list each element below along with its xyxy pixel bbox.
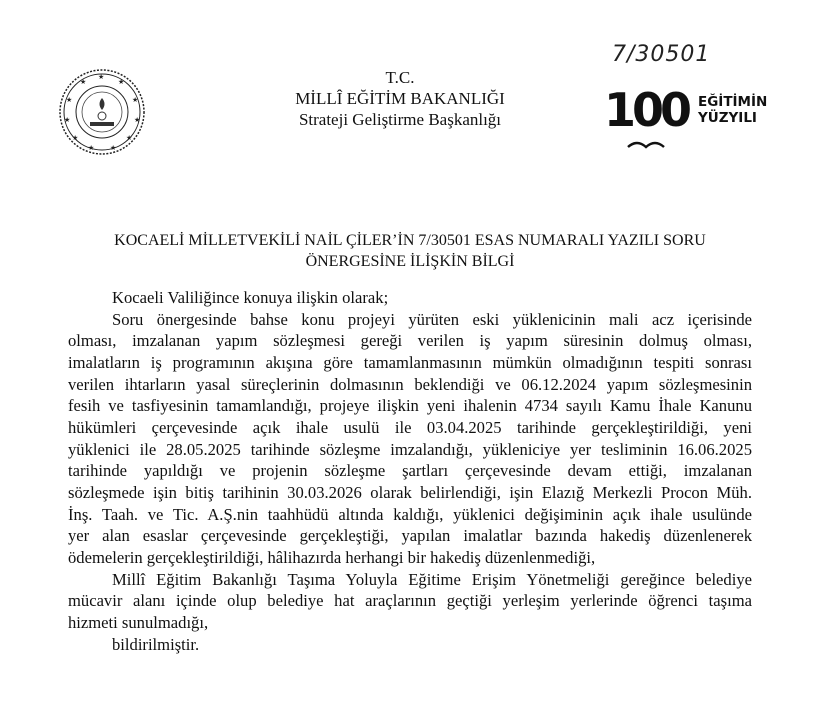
body-line: ödemelerin gerçekleştirildiği, hâlihazırda herhangi bir hakediş düzenlenmediği,: [68, 547, 596, 567]
body-line: mücavir alanı içinde olup belediye hat araçlarının geçtiği yerleşim yerlerinde öğrenci taşıma: [68, 591, 752, 611]
body-line: yer alan esaslar çerçevesinde gerçekleştiği, yapılan imalatlar bazında hakediş düzenlenerek: [68, 526, 752, 546]
body-line: imalatların iş programının akışına göre tamamlanmasının mümkün olmadığının tespiti sonrası: [68, 352, 752, 372]
logo-line1: EĞİTİMİN: [698, 94, 768, 110]
body-line: olması, imzalanan yapım sözleşmesi gereği verilen iş yapım süresinin dolmuş olması,: [68, 331, 752, 351]
title-line1: KOCAELİ MİLLETVEKİLİ NAİL ÇİLER’İN 7/30501 ESAS NUMARALI YAZILI SORU: [114, 232, 706, 249]
svg-text:★: ★: [126, 134, 133, 142]
handwritten-number: 7/30501: [612, 42, 711, 67]
logo-line2: YÜZYILI: [698, 110, 757, 126]
header-country: T.C.: [385, 68, 415, 87]
header-ministry: MİLLÎ EĞİTİM BAKANLIĞI: [295, 89, 505, 108]
svg-text:★: ★: [72, 134, 79, 142]
body-line: Millî Eğitim Bakanlığı Taşıma Yoluyla Eğitime Erişim Yönetmeliği gereğince belediye: [112, 569, 752, 589]
ministry-seal: [58, 68, 146, 156]
body-line: hükümleri çerçevesinde açık ihale usulü ile 03.04.2025 tarihinde gerçekleştirildiği, yeni: [68, 417, 752, 437]
egitimin-yuzyili-logo-number: 100: [604, 83, 689, 137]
svg-text:★: ★: [132, 96, 139, 104]
svg-text:★: ★: [118, 78, 125, 86]
body-line: yüklenici ile 28.05.2025 tarihinde sözleşme imzalandığı, yükleniciye yer tesliminin 16.06.2025: [68, 439, 752, 459]
body-line: tarihinde yapıldığı ve projenin sözleşme şartları çerçevesinde devam ettiği, imzalanan: [68, 461, 752, 481]
svg-text:★: ★: [64, 116, 71, 124]
body-line: hizmeti sunulmadığı,: [68, 612, 209, 632]
seal-emblem-icon: [58, 68, 146, 156]
svg-text:★: ★: [80, 78, 87, 86]
body-line: İnş. Taah. ve Tic. A.Ş.nin taahhüdü altında kaldığı, yüklenici değişiminin açık ihale usulünde: [68, 504, 752, 524]
svg-text:★: ★: [98, 73, 105, 81]
body-line: bildirilmiştir.: [112, 634, 200, 654]
body-line: sözleşmede işin bitiş tarihinin 30.03.2026 olarak belirlendiği, işin Elazığ Merkezli Procon Müh.: [68, 482, 752, 502]
document-body: [68, 287, 752, 655]
svg-text:★: ★: [110, 144, 117, 152]
header-department: Strateji Geliştirme Başkanlığı: [298, 110, 502, 129]
svg-text:★: ★: [66, 96, 73, 104]
body-line: Kocaeli Valiliğince konuya ilişkin olarak;: [112, 288, 389, 307]
svg-text:★: ★: [88, 144, 95, 152]
book-icon: [626, 136, 666, 154]
svg-text:★: ★: [134, 116, 141, 124]
body-line: verilen ihtarların yasal süreçlerinin dolmasının beklendiği ve 06.12.2024 yapım sözleşmesinin: [68, 374, 752, 394]
egitimin-yuzyili-logo-text: [698, 94, 767, 126]
header-block: [240, 67, 560, 130]
document-title: [10, 230, 810, 272]
title-line2: ÖNERGESİNE İLİŞKİN BİLGİ: [305, 253, 515, 270]
body-line: Soru önergesinde bahse konu projeyi yürüten eski yüklenicinin mali acz içerisinde: [112, 309, 752, 329]
body-line: fesih ve tasfiyesinin tamamlandığı, projeye ilişkin yeni ihalenin 4734 sayılı Kamu İhale Kanunu: [68, 396, 752, 416]
